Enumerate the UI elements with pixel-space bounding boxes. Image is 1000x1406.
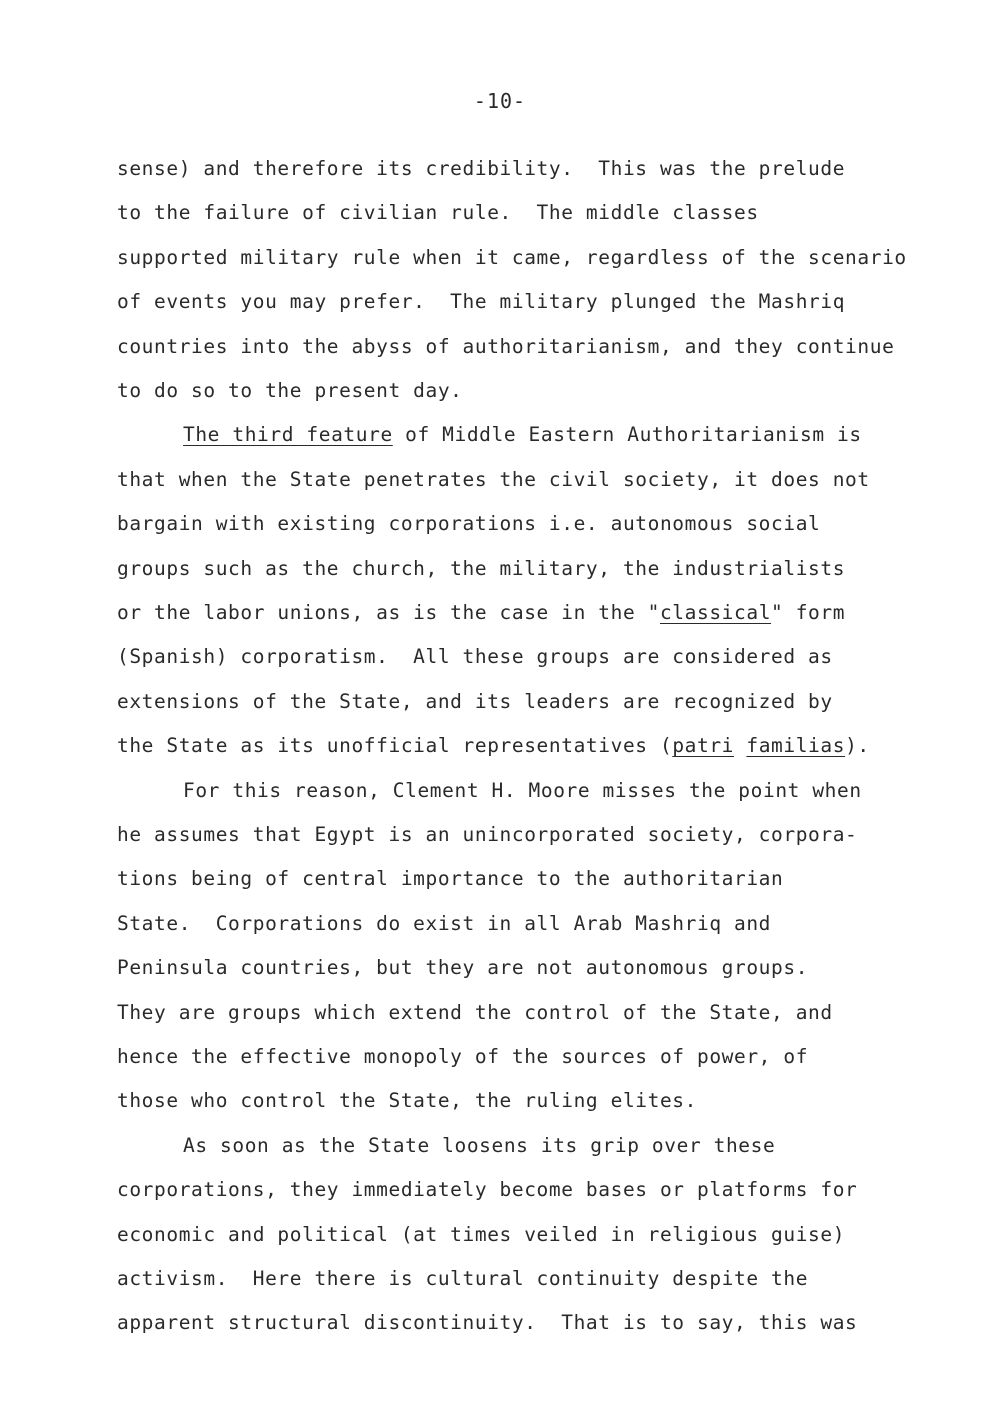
- text-segment: " form: [771, 601, 846, 624]
- text-segment: (Spanish) corporatism. All these groups are considered as: [117, 645, 833, 669]
- text-line: [117, 1308, 857, 1338]
- underlined-text: patri: [672, 734, 735, 758]
- text-segment: that when the State penetrates the civil society, it does not: [117, 467, 870, 491]
- text-segment: tions being of central importance to the authoritarian: [117, 867, 784, 891]
- text-line: [117, 1175, 857, 1205]
- text-line: [183, 420, 862, 450]
- text-segment: As soon as the State loosens its grip over these: [183, 1133, 776, 1157]
- text-segment: economic and political (at times veiled in religious guise): [117, 1222, 846, 1246]
- text-segment: supported military rule when it came, regardless of the scenario: [117, 245, 907, 269]
- text-line: [117, 287, 845, 317]
- text-segment: activism. Here there is cultural continuity despite the: [117, 1267, 809, 1290]
- page-number: -10-: [473, 89, 527, 113]
- text-segment: groups such as the church, the military, the industrialists: [117, 556, 846, 580]
- text-segment: to do so to the present day.: [117, 379, 463, 402]
- underlined-text: The third feature: [183, 423, 393, 447]
- text-segment: extensions of the State, and its leaders are recognized by: [117, 689, 833, 713]
- text-line: [117, 198, 759, 228]
- text-line: [117, 731, 870, 761]
- text-line: [117, 554, 845, 584]
- text-line: [117, 642, 833, 672]
- text-segment: the State as its unofficial representatives (: [117, 734, 673, 758]
- text-segment: ).: [845, 734, 870, 758]
- text-line: [117, 598, 845, 628]
- text-line: [117, 154, 845, 184]
- text-line: [117, 509, 820, 539]
- text-segment: corporations, they immediately become bases or platforms for: [117, 1178, 858, 1202]
- text-segment: [734, 734, 746, 757]
- text-line: [117, 1042, 808, 1072]
- text-segment: of events you may prefer. The military plunged the Mashriq: [117, 290, 846, 314]
- underlined-text: classical: [659, 601, 772, 624]
- text-segment: State. Corporations do exist in all Arab Mashriq and: [117, 911, 772, 935]
- text-line: [117, 864, 783, 894]
- text-segment: of Middle Eastern Authoritarianism is: [392, 423, 862, 447]
- text-segment: or the labor unions, as is the case in the ": [117, 601, 660, 624]
- text-line: [117, 332, 894, 362]
- text-line: [117, 909, 771, 939]
- text-line: [183, 776, 862, 806]
- text-line: [117, 243, 907, 273]
- text-line: [117, 1086, 697, 1116]
- text-line: [117, 953, 808, 983]
- text-segment: For this reason, Clement H. Moore misses the point when: [183, 778, 862, 802]
- text-segment: apparent structural discontinuity. That is to say, this was: [117, 1311, 858, 1335]
- text-segment: those who control the State, the ruling elites.: [117, 1089, 697, 1113]
- text-line: [117, 1220, 845, 1250]
- text-segment: They are groups which extend the control of the State, and: [117, 1000, 833, 1024]
- text-line: [117, 376, 463, 406]
- text-line: [117, 998, 833, 1028]
- underlined-text: familias: [746, 734, 846, 758]
- text-segment: bargain with existing corporations i.e. autonomous social: [117, 512, 821, 536]
- text-line: [117, 1264, 808, 1294]
- text-segment: hence the effective monopoly of the sources of power, of: [117, 1045, 809, 1068]
- text-segment: sense) and therefore its credibility. This was the prelude: [117, 157, 846, 180]
- text-segment: countries into the abyss of authoritarianism, and they continue: [117, 334, 895, 358]
- text-segment: to the failure of civilian rule. The middle classes: [117, 201, 759, 225]
- text-line: [117, 687, 833, 717]
- text-line: [117, 820, 857, 850]
- text-line: [117, 465, 870, 495]
- text-segment: Peninsula countries, but they are not autonomous groups.: [117, 956, 809, 980]
- text-line: [183, 1131, 775, 1161]
- text-segment: he assumes that Egypt is an unincorporated society, corpora-: [117, 823, 858, 846]
